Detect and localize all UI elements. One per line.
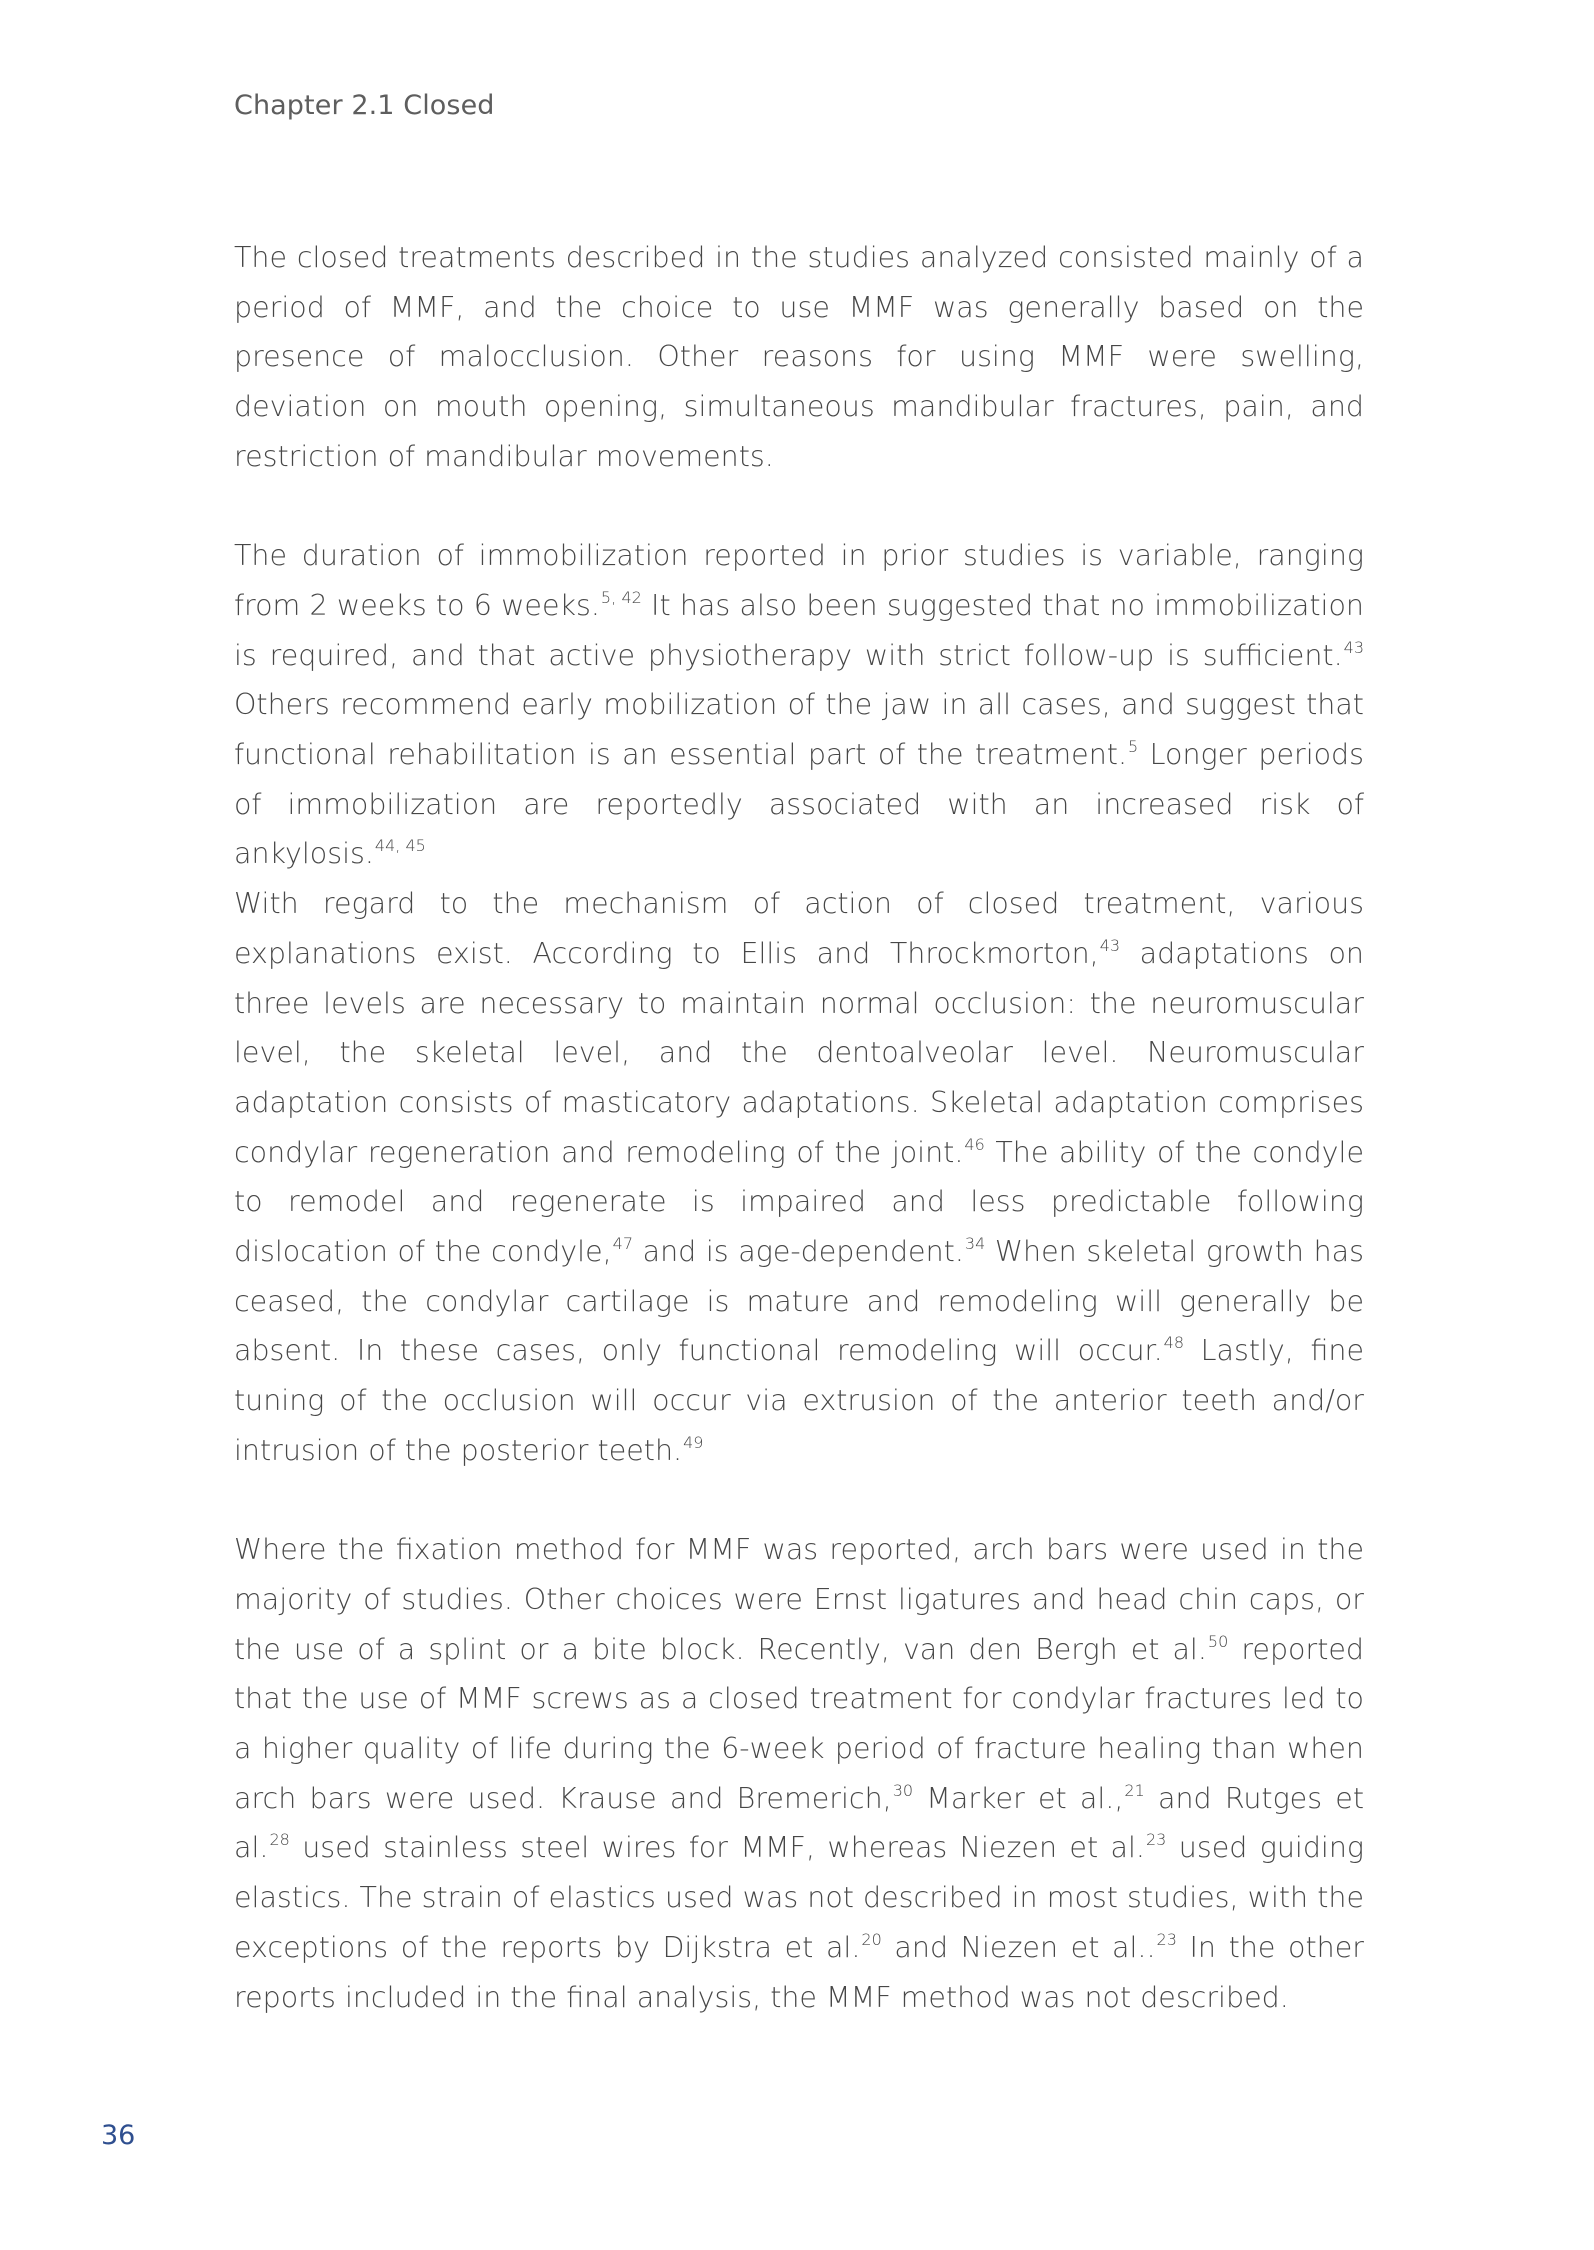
citation: 47 xyxy=(612,1234,634,1254)
text-run: adaptations on three levels are necessary to maintain normal occlusion: the neuromuscular level, the skeletal level, and the dentoalveolar level. Neuromuscular adaptation consists of masticatory adaptations. Skeletal adaptation comprises condylar regeneration and remodeling of the joint. xyxy=(234,936,1364,1169)
paragraph-3 xyxy=(234,879,1364,1475)
text-run: and Rutges et al. xyxy=(234,1781,1364,1865)
text-run: The ability of the condyle to remodel and regenerate is impaired and less predictable following dislocation of the condyle, xyxy=(234,1135,1364,1269)
text-run: With regard to the mechanism of action of closed treatment, various explanations exist. According to Ellis and Throckmorton, xyxy=(234,887,1364,970)
text-run: and is age-dependent. xyxy=(633,1235,964,1269)
text-run: Lastly, fine tuning of the occlusion will occur via extrusion of the anterior teeth and/or intrusion of the posterior teeth. xyxy=(234,1334,1364,1467)
citation: 5, 42 xyxy=(600,587,642,607)
citation: 20 xyxy=(861,1929,882,1949)
text-run: used guiding elastics. The strain of elastics used was not described in most studies, with the exceptions of the reports by Dijkstra et al. xyxy=(234,1831,1364,1964)
page-number: 36 xyxy=(101,2120,136,2151)
paragraph-2 xyxy=(234,531,1364,879)
citation: 5 xyxy=(1128,737,1139,757)
text-run: Marker et al., xyxy=(913,1781,1124,1815)
text-run: Others recommend early mobilization of the jaw in all cases, and suggest that functional rehabilitation is an essential part of the treatment. xyxy=(234,688,1364,772)
citation: 21 xyxy=(1124,1780,1145,1800)
running-header: Chapter 2.1 Closed xyxy=(234,90,495,121)
paragraph-4 xyxy=(234,1525,1364,2022)
citation: 43 xyxy=(1099,935,1121,955)
citation: 23 xyxy=(1156,1929,1177,1949)
citation: 34 xyxy=(964,1234,986,1254)
citation: 43 xyxy=(1343,637,1364,657)
text-run: When skeletal growth has ceased, the condylar cartilage is mature and remodeling will generally be absent. In these cases, only functional remodeling will occur. xyxy=(234,1235,1364,1368)
paragraph-1: The closed treatments described in the studies analyzed consisted mainly of a period of MMF, and the choice to use MMF was generally based on the presence of malocclusion. Other reasons for using MMF were swelling, deviation on mouth opening, simultaneous mandibular fractures, pain, and restriction of mandibular movements. xyxy=(234,241,1364,473)
citation: 44, 45 xyxy=(374,836,426,856)
text-run: and Niezen et al.. xyxy=(881,1930,1156,1964)
text-run: The duration of immobilization reported in prior studies is variable, ranging from 2 weeks to 6 weeks. xyxy=(234,539,1364,622)
citation: 46 xyxy=(964,1134,985,1154)
citation: 28 xyxy=(269,1830,290,1850)
body-text xyxy=(234,233,1364,2022)
citation: 50 xyxy=(1207,1631,1229,1651)
text-run: Where the fixation method for MMF was reported, arch bars were used in the majority of studies. Other choices were Ernst ligatures and head chin caps, or the use of a splint or a bite block. Recently, van den Bergh et al. xyxy=(234,1533,1364,1666)
citation: 23 xyxy=(1146,1830,1167,1850)
text-run: It has also been suggested that no immobilization is required, and that active physiotherapy with strict follow-up is sufficient. xyxy=(234,588,1364,672)
citation: 48 xyxy=(1163,1333,1185,1353)
citation: 49 xyxy=(683,1432,704,1452)
text-run: used stainless steel wires for MMF, whereas Niezen et al. xyxy=(289,1831,1145,1865)
text-run: In the other reports included in the final analysis, the MMF method was not described. xyxy=(234,1930,1364,2014)
text-run: reported that the use of MMF screws as a closed treatment for condylar fractures led to a higher quality of life during the 6-week period of fracture healing than when arch bars were used. Krause and Bremerich, xyxy=(234,1632,1364,1815)
citation: 30 xyxy=(892,1780,914,1800)
text-run: Longer periods of immobilization are reportedly associated with an increased risk of ankylosis. xyxy=(234,738,1364,871)
